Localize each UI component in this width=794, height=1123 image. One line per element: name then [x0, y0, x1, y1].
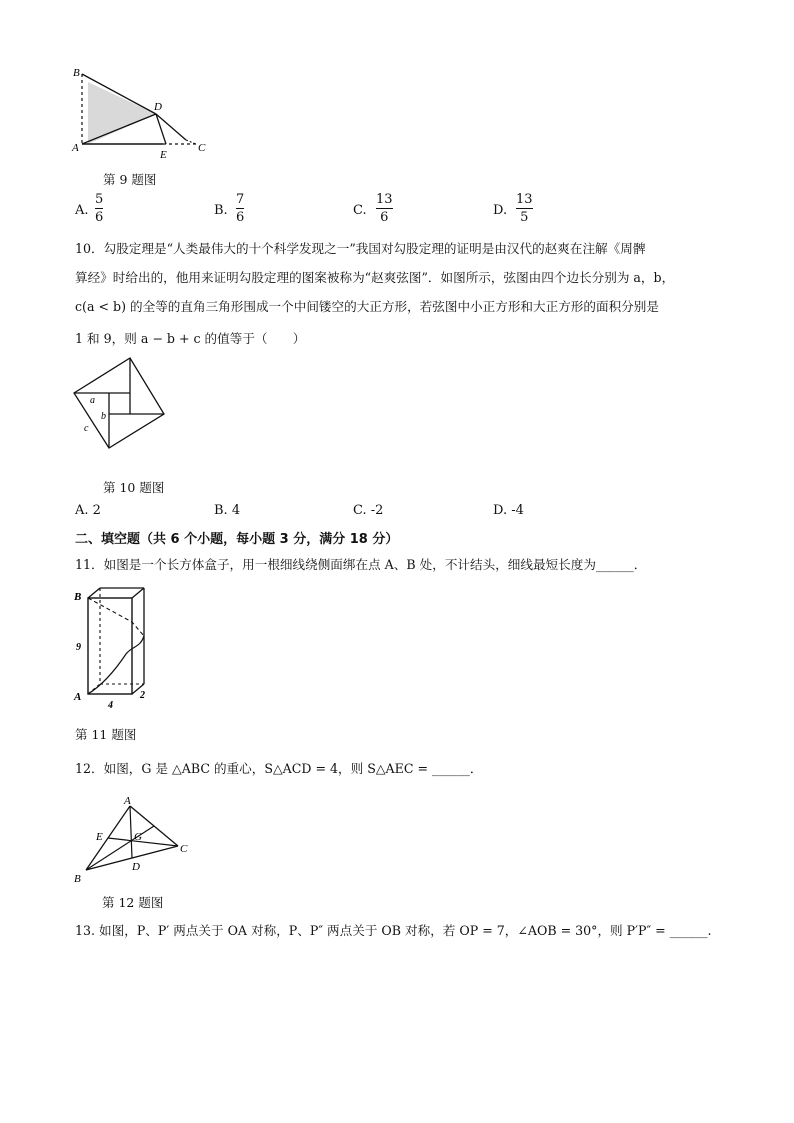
- q11-figure: [70, 584, 160, 712]
- q11-label-height: 9: [76, 642, 81, 653]
- q9-label-a: A: [72, 142, 79, 154]
- q9-label-c: C: [198, 142, 206, 154]
- q10-option-d[interactable]: D. -4: [493, 503, 524, 518]
- q11-label-a: A: [74, 691, 82, 703]
- q10-text-line-2: 算经》时给出的，他用来证明勾股定理的图案被称为“赵爽弦图”．如图所示，弦图由四个边长分别为 a，b，: [75, 270, 675, 285]
- q12-label-c: C: [180, 843, 188, 855]
- q11-text: 11．如图是一个长方体盒子，用一根细线绕侧面绑在点 A、B 处，不计结头，细线最短长度为______．: [75, 557, 647, 572]
- q11-label-b: B: [74, 591, 82, 603]
- q10-option-a[interactable]: A. 2: [75, 503, 101, 518]
- q9-label-e: E: [160, 149, 167, 161]
- q9-option-d-letter[interactable]: D.: [493, 203, 508, 218]
- q11-label-length: 4: [108, 700, 113, 711]
- q12-label-d: D: [132, 861, 140, 873]
- section-heading: 二、填空题（共 6 个小题，每小题 3 分，满分 18 分）: [75, 532, 399, 547]
- q13-text: 13. 如图，P、P′ 两点关于 OA 对称，P、P″ 两点关于 OB 对称，若 OP = 7，∠AOB = 30°，则 P′P″ = ______.: [75, 923, 712, 938]
- q10-label-a: a: [90, 395, 95, 406]
- q10-label-c: c: [84, 423, 89, 434]
- q9-option-c-letter[interactable]: C.: [353, 203, 367, 218]
- q9-option-d-fraction: 13 5: [516, 192, 533, 225]
- q12-label-e: E: [96, 831, 103, 843]
- q9-option-c-fraction: 13 6: [376, 192, 393, 225]
- q9-label-d: D: [154, 101, 162, 113]
- q9-label-b: B: [73, 67, 80, 79]
- q11-figure-caption: 第 11 题图: [75, 727, 137, 742]
- q12-text: 12．如图，G 是 △ABC 的重心，S△ACD = 4，则 S△AEC = ______．: [75, 761, 483, 776]
- q11-label-width: 2: [140, 690, 145, 701]
- q12-label-g: G: [134, 831, 142, 843]
- q12-label-b: B: [74, 873, 81, 885]
- q12-figure-caption: 第 12 题图: [102, 895, 164, 910]
- q12-label-a: A: [124, 795, 131, 807]
- q10-figure-caption: 第 10 题图: [103, 480, 165, 495]
- q12-figure: [72, 790, 202, 886]
- q10-text-line-3: c(a < b) 的全等的直角三角形围成一个中间镂空的大正方形，若弦图中小正方形和大正方形的面积分别是: [75, 299, 659, 314]
- q10-option-b[interactable]: B. 4: [214, 503, 241, 518]
- q9-option-a-fraction: 5 6: [95, 192, 104, 225]
- q9-figure-caption: 第 9 题图: [103, 172, 157, 187]
- q9-option-b-letter[interactable]: B.: [214, 203, 228, 218]
- q10-text-line-1: 10．勾股定理是“人类最伟大的十个科学发现之一”我国对勾股定理的证明是由汉代的赵爽在注解《周髀: [75, 241, 646, 256]
- q9-figure: [68, 62, 218, 162]
- q9-option-b-fraction: 7 6: [236, 192, 245, 225]
- q10-figure: [68, 352, 178, 468]
- q10-label-b: b: [101, 411, 106, 422]
- q9-option-a-letter[interactable]: A.: [75, 203, 89, 218]
- q10-text-line-4: 1 和 9，则 a − b + c 的值等于（ ）: [75, 331, 306, 346]
- q10-option-c[interactable]: C. -2: [353, 503, 384, 518]
